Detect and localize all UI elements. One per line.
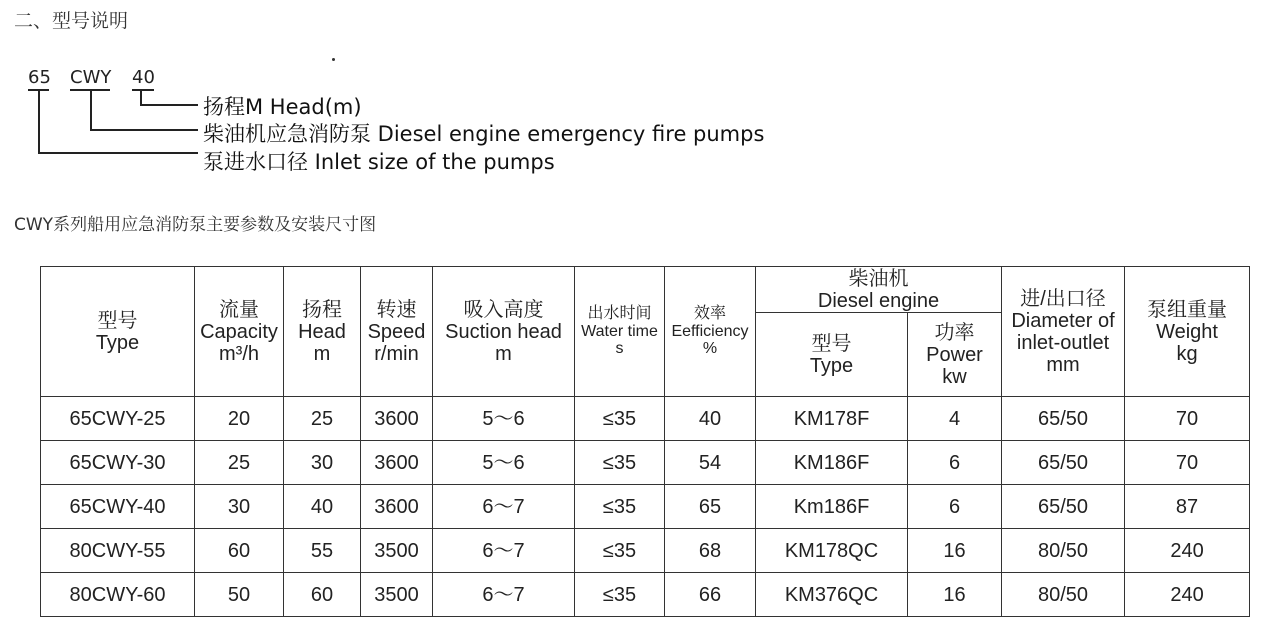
header-suction-head: 吸入高度 Suction head m xyxy=(433,267,575,397)
cell-diameter: 80/50 xyxy=(1002,573,1125,617)
cell-efficiency: 54 xyxy=(665,441,756,485)
cell-engine-type: KM178F xyxy=(756,397,908,441)
table-row xyxy=(41,397,1250,441)
header-engine-type: 型号 Type xyxy=(756,313,908,397)
model-designation-diagram xyxy=(0,60,820,180)
head-underline xyxy=(132,89,154,91)
table-row xyxy=(41,441,1250,485)
model-code-head: 40 xyxy=(132,67,155,88)
header-diameter: 进/出口径 Diameter of inlet-outlet mm xyxy=(1002,267,1125,397)
cell-type: 80CWY-60 xyxy=(41,573,195,617)
cell-efficiency: 66 xyxy=(665,573,756,617)
cell-speed: 3600 xyxy=(361,441,433,485)
header-weight: 泵组重量 Weight kg xyxy=(1125,267,1250,397)
cell-suction-head: 6～7 xyxy=(433,529,575,573)
parameters-table xyxy=(40,266,1250,617)
cell-speed: 3600 xyxy=(361,397,433,441)
size-leader-vertical xyxy=(38,89,40,153)
legend-head: 扬程M Head(m) xyxy=(203,95,362,119)
header-capacity: 流量 Capacity m³/h xyxy=(195,267,284,397)
cell-diameter: 65/50 xyxy=(1002,441,1125,485)
cell-water-time: ≤35 xyxy=(575,529,665,573)
model-code-series: CWY xyxy=(70,67,112,88)
head-leader-vertical xyxy=(140,89,142,105)
cell-head: 30 xyxy=(284,441,361,485)
header-efficiency: 效率 Eefficiency % xyxy=(665,267,756,397)
header-diesel-engine: 柴油机 Diesel engine xyxy=(756,267,1002,313)
cell-engine-type: KM178QC xyxy=(756,529,908,573)
cell-suction-head: 6～7 xyxy=(433,485,575,529)
cell-water-time: ≤35 xyxy=(575,397,665,441)
table-caption: CWY系列船用应急消防泵主要参数及安装尺寸图 xyxy=(14,215,377,235)
table-row xyxy=(41,485,1250,529)
cell-diameter: 65/50 xyxy=(1002,485,1125,529)
cell-head: 55 xyxy=(284,529,361,573)
cell-water-time: ≤35 xyxy=(575,441,665,485)
cell-speed: 3600 xyxy=(361,485,433,529)
cell-water-time: ≤35 xyxy=(575,573,665,617)
cell-type: 65CWY-40 xyxy=(41,485,195,529)
table-row xyxy=(41,529,1250,573)
cell-type: 80CWY-55 xyxy=(41,529,195,573)
cell-weight: 70 xyxy=(1125,441,1250,485)
cell-head: 60 xyxy=(284,573,361,617)
cell-efficiency: 68 xyxy=(665,529,756,573)
cell-capacity: 60 xyxy=(195,529,284,573)
cell-weight: 70 xyxy=(1125,397,1250,441)
head-leader-horizontal xyxy=(140,104,198,106)
cell-engine-type: Km186F xyxy=(756,485,908,529)
cell-engine-power: 16 xyxy=(908,573,1002,617)
model-code-size: 65 xyxy=(28,67,51,88)
cell-head: 25 xyxy=(284,397,361,441)
section-title: 二、型号说明 xyxy=(14,10,129,32)
cell-speed: 3500 xyxy=(361,573,433,617)
header-water-time: 出水时间 Water time s xyxy=(575,267,665,397)
legend-series: 柴油机应急消防泵 Diesel engine emergency fire pumps xyxy=(203,122,765,146)
cell-efficiency: 65 xyxy=(665,485,756,529)
cell-engine-power: 6 xyxy=(908,441,1002,485)
cell-engine-type: KM376QC xyxy=(756,573,908,617)
cell-type: 65CWY-25 xyxy=(41,397,195,441)
cell-suction-head: 6～7 xyxy=(433,573,575,617)
cell-weight: 87 xyxy=(1125,485,1250,529)
cell-engine-type: KM186F xyxy=(756,441,908,485)
cell-diameter: 80/50 xyxy=(1002,529,1125,573)
cell-suction-head: 5～6 xyxy=(433,397,575,441)
series-leader-horizontal xyxy=(90,129,198,131)
cell-capacity: 30 xyxy=(195,485,284,529)
cell-diameter: 65/50 xyxy=(1002,397,1125,441)
cell-weight: 240 xyxy=(1125,529,1250,573)
cell-capacity: 50 xyxy=(195,573,284,617)
cell-water-time: ≤35 xyxy=(575,485,665,529)
cell-suction-head: 5～6 xyxy=(433,441,575,485)
header-engine-power: 功率 Power kw xyxy=(908,313,1002,397)
cell-speed: 3500 xyxy=(361,529,433,573)
size-leader-horizontal xyxy=(38,152,198,154)
legend-size: 泵进水口径 Inlet size of the pumps xyxy=(203,150,555,174)
cell-engine-power: 4 xyxy=(908,397,1002,441)
cell-capacity: 20 xyxy=(195,397,284,441)
cell-engine-power: 6 xyxy=(908,485,1002,529)
header-speed: 转速 Speed r/min xyxy=(361,267,433,397)
cell-head: 40 xyxy=(284,485,361,529)
cell-efficiency: 40 xyxy=(665,397,756,441)
cell-type: 65CWY-30 xyxy=(41,441,195,485)
header-head: 扬程 Head m xyxy=(284,267,361,397)
series-leader-vertical xyxy=(90,89,92,130)
table-row xyxy=(41,573,1250,617)
header-type: 型号 Type xyxy=(41,267,195,397)
cell-engine-power: 16 xyxy=(908,529,1002,573)
cell-capacity: 25 xyxy=(195,441,284,485)
cell-weight: 240 xyxy=(1125,573,1250,617)
